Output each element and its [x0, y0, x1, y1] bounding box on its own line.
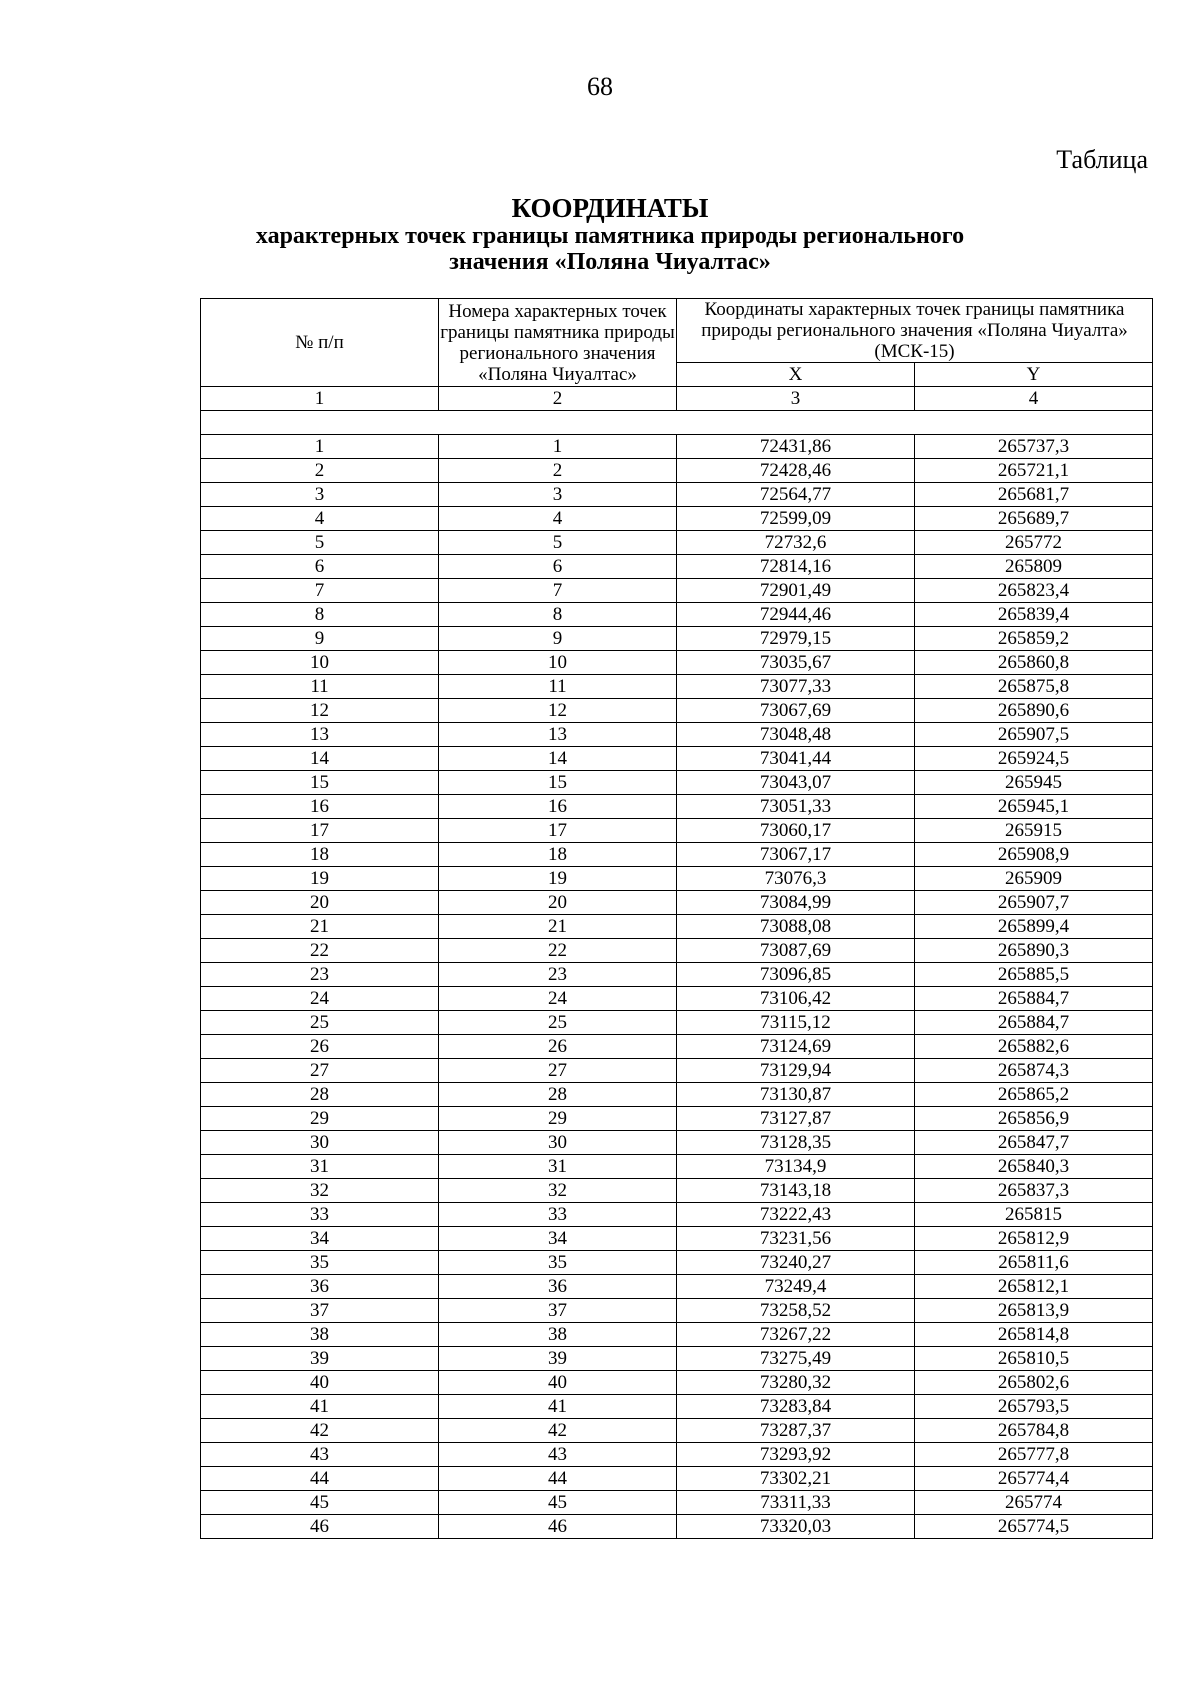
table-row [201, 1011, 1153, 1035]
point-num-cell: 30 [439, 1131, 677, 1155]
table-row [201, 603, 1153, 627]
point-num-cell: 38 [439, 1323, 677, 1347]
point-num-cell: 40 [439, 1371, 677, 1395]
point-num-cell: 18 [439, 843, 677, 867]
y-cell: 265907,5 [915, 723, 1153, 747]
y-cell: 265774,4 [915, 1467, 1153, 1491]
row-num-cell: 11 [201, 675, 439, 699]
point-num-cell: 1 [439, 435, 677, 459]
table-row [201, 1107, 1153, 1131]
y-cell: 265784,8 [915, 1419, 1153, 1443]
table-row [201, 1323, 1153, 1347]
y-cell: 265945 [915, 771, 1153, 795]
table-row [201, 1275, 1153, 1299]
y-cell: 265823,4 [915, 579, 1153, 603]
y-cell: 265909 [915, 867, 1153, 891]
point-num-cell: 35 [439, 1251, 677, 1275]
x-cell: 73048,48 [677, 723, 915, 747]
x-cell: 73267,22 [677, 1323, 915, 1347]
x-cell: 73067,17 [677, 843, 915, 867]
table-row [201, 1035, 1153, 1059]
x-cell: 72564,77 [677, 483, 915, 507]
y-cell: 265882,6 [915, 1035, 1153, 1059]
x-cell: 72901,49 [677, 579, 915, 603]
title-line-1: КООРДИНАТЫ [511, 193, 709, 223]
point-num-cell: 44 [439, 1467, 677, 1491]
row-num-cell: 29 [201, 1107, 439, 1131]
table-row [201, 747, 1153, 771]
y-cell: 265884,7 [915, 987, 1153, 1011]
y-cell: 265772 [915, 531, 1153, 555]
table-row [201, 651, 1153, 675]
y-cell: 265837,3 [915, 1179, 1153, 1203]
y-cell: 265774 [915, 1491, 1153, 1515]
x-cell: 72814,16 [677, 555, 915, 579]
table-row [201, 627, 1153, 651]
row-num-cell: 26 [201, 1035, 439, 1059]
table-row [201, 1491, 1153, 1515]
table-row [201, 579, 1153, 603]
row-num-cell: 22 [201, 939, 439, 963]
table-row [201, 1083, 1153, 1107]
x-cell: 73240,27 [677, 1251, 915, 1275]
row-num-cell: 20 [201, 891, 439, 915]
row-num-cell: 10 [201, 651, 439, 675]
row-num-cell: 30 [201, 1131, 439, 1155]
table-row [201, 1155, 1153, 1179]
row-num-cell: 8 [201, 603, 439, 627]
row-num-cell: 32 [201, 1179, 439, 1203]
y-cell: 265812,1 [915, 1275, 1153, 1299]
y-cell: 265721,1 [915, 459, 1153, 483]
row-num-cell: 38 [201, 1323, 439, 1347]
x-cell: 73129,94 [677, 1059, 915, 1083]
y-cell: 265856,9 [915, 1107, 1153, 1131]
x-cell: 72599,09 [677, 507, 915, 531]
x-cell: 73115,12 [677, 1011, 915, 1035]
col-number-3: 3 [677, 387, 915, 411]
table-row [201, 531, 1153, 555]
y-cell: 265915 [915, 819, 1153, 843]
y-cell: 265860,8 [915, 651, 1153, 675]
point-num-cell: 46 [439, 1515, 677, 1539]
row-num-cell: 25 [201, 1011, 439, 1035]
row-num-cell: 6 [201, 555, 439, 579]
table-row [201, 1419, 1153, 1443]
point-num-cell: 25 [439, 1011, 677, 1035]
table-body [201, 435, 1153, 1539]
point-num-cell: 4 [439, 507, 677, 531]
y-cell: 265689,7 [915, 507, 1153, 531]
row-num-cell: 21 [201, 915, 439, 939]
table-label: Таблица [1056, 145, 1148, 174]
y-cell: 265840,3 [915, 1155, 1153, 1179]
separator-row [201, 411, 1153, 435]
x-cell: 73130,87 [677, 1083, 915, 1107]
y-cell: 265810,5 [915, 1347, 1153, 1371]
row-num-cell: 9 [201, 627, 439, 651]
point-num-cell: 33 [439, 1203, 677, 1227]
y-cell: 265737,3 [915, 435, 1153, 459]
table-row [201, 1059, 1153, 1083]
point-num-cell: 32 [439, 1179, 677, 1203]
y-cell: 265875,8 [915, 675, 1153, 699]
table-row [201, 699, 1153, 723]
y-cell: 265681,7 [915, 483, 1153, 507]
row-num-cell: 4 [201, 507, 439, 531]
x-cell: 73088,08 [677, 915, 915, 939]
y-cell: 265908,9 [915, 843, 1153, 867]
table-row [201, 1395, 1153, 1419]
point-num-cell: 36 [439, 1275, 677, 1299]
table-row [201, 819, 1153, 843]
table-row [201, 675, 1153, 699]
point-num-cell: 8 [439, 603, 677, 627]
x-cell: 73222,43 [677, 1203, 915, 1227]
table-row [201, 771, 1153, 795]
y-cell: 265899,4 [915, 915, 1153, 939]
table-row [201, 555, 1153, 579]
point-num-cell: 3 [439, 483, 677, 507]
header-x: X [677, 363, 915, 387]
point-num-cell: 19 [439, 867, 677, 891]
table-row [201, 795, 1153, 819]
table-row [201, 867, 1153, 891]
row-num-cell: 13 [201, 723, 439, 747]
row-num-cell: 5 [201, 531, 439, 555]
y-cell: 265774,5 [915, 1515, 1153, 1539]
x-cell: 73258,52 [677, 1299, 915, 1323]
separator-cell [201, 411, 1153, 435]
row-num-cell: 16 [201, 795, 439, 819]
row-num-cell: 1 [201, 435, 439, 459]
point-num-cell: 26 [439, 1035, 677, 1059]
x-cell: 72944,46 [677, 603, 915, 627]
page-number: 68 [587, 72, 613, 101]
x-cell: 72979,15 [677, 627, 915, 651]
point-num-cell: 23 [439, 963, 677, 987]
x-cell: 73060,17 [677, 819, 915, 843]
title-line-2: характерных точек границы памятника природы регионального [255, 223, 965, 249]
x-cell: 73293,92 [677, 1443, 915, 1467]
table-row [201, 1347, 1153, 1371]
x-cell: 73143,18 [677, 1179, 915, 1203]
point-num-cell: 37 [439, 1299, 677, 1323]
row-num-cell: 12 [201, 699, 439, 723]
x-cell: 73283,84 [677, 1395, 915, 1419]
y-cell: 265890,6 [915, 699, 1153, 723]
coordinates-table [200, 298, 1153, 1539]
y-cell: 265802,6 [915, 1371, 1153, 1395]
x-cell: 73051,33 [677, 795, 915, 819]
x-cell: 73035,67 [677, 651, 915, 675]
x-cell: 73249,4 [677, 1275, 915, 1299]
x-cell: 73275,49 [677, 1347, 915, 1371]
point-num-cell: 14 [439, 747, 677, 771]
col-number-4: 4 [915, 387, 1153, 411]
table-row [201, 1203, 1153, 1227]
row-num-cell: 43 [201, 1443, 439, 1467]
point-num-cell: 43 [439, 1443, 677, 1467]
x-cell: 73302,21 [677, 1467, 915, 1491]
x-cell: 73096,85 [677, 963, 915, 987]
row-num-cell: 37 [201, 1299, 439, 1323]
x-cell: 73041,44 [677, 747, 915, 771]
col-number-2: 2 [439, 387, 677, 411]
point-num-cell: 20 [439, 891, 677, 915]
x-cell: 73127,87 [677, 1107, 915, 1131]
row-num-cell: 45 [201, 1491, 439, 1515]
x-cell: 73128,35 [677, 1131, 915, 1155]
y-cell: 265809 [915, 555, 1153, 579]
table-row [201, 435, 1153, 459]
header-coords: Координаты характерных точек границы памятника природы регионального значения «Поляна Чиуалта» (МСК-15) [677, 299, 1153, 363]
row-num-cell: 15 [201, 771, 439, 795]
y-cell: 265885,5 [915, 963, 1153, 987]
row-num-cell: 17 [201, 819, 439, 843]
point-num-cell: 27 [439, 1059, 677, 1083]
point-num-cell: 29 [439, 1107, 677, 1131]
point-num-cell: 7 [439, 579, 677, 603]
point-num-cell: 11 [439, 675, 677, 699]
table-row [201, 1179, 1153, 1203]
row-num-cell: 41 [201, 1395, 439, 1419]
table-row [201, 1227, 1153, 1251]
row-num-cell: 28 [201, 1083, 439, 1107]
y-cell: 265793,5 [915, 1395, 1153, 1419]
row-num-cell: 42 [201, 1419, 439, 1443]
table-row [201, 459, 1153, 483]
row-num-cell: 33 [201, 1203, 439, 1227]
point-num-cell: 28 [439, 1083, 677, 1107]
y-cell: 265839,4 [915, 603, 1153, 627]
document-title [180, 193, 1040, 275]
table-row [201, 843, 1153, 867]
x-cell: 73311,33 [677, 1491, 915, 1515]
point-num-cell: 31 [439, 1155, 677, 1179]
table-row [201, 1299, 1153, 1323]
x-cell: 73287,37 [677, 1419, 915, 1443]
table-row [201, 723, 1153, 747]
row-num-cell: 2 [201, 459, 439, 483]
y-cell: 265847,7 [915, 1131, 1153, 1155]
table-row [201, 1371, 1153, 1395]
row-num-cell: 24 [201, 987, 439, 1011]
point-num-cell: 42 [439, 1419, 677, 1443]
row-num-cell: 27 [201, 1059, 439, 1083]
row-num-cell: 14 [201, 747, 439, 771]
x-cell: 73043,07 [677, 771, 915, 795]
table-row [201, 1443, 1153, 1467]
row-num-cell: 44 [201, 1467, 439, 1491]
y-cell: 265890,3 [915, 939, 1153, 963]
table-row [201, 1467, 1153, 1491]
x-cell: 73106,42 [677, 987, 915, 1011]
header-y: Y [915, 363, 1153, 387]
y-cell: 265859,2 [915, 627, 1153, 651]
point-num-cell: 34 [439, 1227, 677, 1251]
point-num-cell: 12 [439, 699, 677, 723]
y-cell: 265924,5 [915, 747, 1153, 771]
y-cell: 265884,7 [915, 1011, 1153, 1035]
y-cell: 265811,6 [915, 1251, 1153, 1275]
x-cell: 72428,46 [677, 459, 915, 483]
point-num-cell: 41 [439, 1395, 677, 1419]
header-num: № п/п [201, 299, 439, 387]
point-num-cell: 13 [439, 723, 677, 747]
point-num-cell: 21 [439, 915, 677, 939]
x-cell: 73280,32 [677, 1371, 915, 1395]
x-cell: 73231,56 [677, 1227, 915, 1251]
y-cell: 265814,8 [915, 1323, 1153, 1347]
table-row [201, 1131, 1153, 1155]
x-cell: 72732,6 [677, 531, 915, 555]
row-num-cell: 23 [201, 963, 439, 987]
table-row [201, 963, 1153, 987]
header-points: Номера характерных точек границы памятника природы регионального значения «Поляна Чиуалтас» [440, 300, 675, 385]
row-num-cell: 40 [201, 1371, 439, 1395]
y-cell: 265812,9 [915, 1227, 1153, 1251]
y-cell: 265865,2 [915, 1083, 1153, 1107]
x-cell: 73077,33 [677, 675, 915, 699]
row-num-cell: 7 [201, 579, 439, 603]
point-num-cell: 24 [439, 987, 677, 1011]
point-num-cell: 45 [439, 1491, 677, 1515]
row-num-cell: 46 [201, 1515, 439, 1539]
y-cell: 265945,1 [915, 795, 1153, 819]
table-row [201, 1515, 1153, 1539]
table-row [201, 1251, 1153, 1275]
table-row [201, 891, 1153, 915]
point-num-cell: 6 [439, 555, 677, 579]
point-num-cell: 5 [439, 531, 677, 555]
y-cell: 265874,3 [915, 1059, 1153, 1083]
table-row [201, 987, 1153, 1011]
title-line-3: значения «Поляна Чиуалтас» [449, 249, 771, 275]
x-cell: 73124,69 [677, 1035, 915, 1059]
y-cell: 265815 [915, 1203, 1153, 1227]
point-num-cell: 22 [439, 939, 677, 963]
table-row [201, 939, 1153, 963]
y-cell: 265813,9 [915, 1299, 1153, 1323]
table-row [201, 507, 1153, 531]
point-num-cell: 17 [439, 819, 677, 843]
x-cell: 73084,99 [677, 891, 915, 915]
x-cell: 72431,86 [677, 435, 915, 459]
y-cell: 265907,7 [915, 891, 1153, 915]
row-num-cell: 19 [201, 867, 439, 891]
x-cell: 73076,3 [677, 867, 915, 891]
point-num-cell: 9 [439, 627, 677, 651]
row-num-cell: 31 [201, 1155, 439, 1179]
row-num-cell: 3 [201, 483, 439, 507]
point-num-cell: 10 [439, 651, 677, 675]
point-num-cell: 39 [439, 1347, 677, 1371]
table-row [201, 483, 1153, 507]
row-num-cell: 35 [201, 1251, 439, 1275]
point-num-cell: 15 [439, 771, 677, 795]
row-num-cell: 36 [201, 1275, 439, 1299]
row-num-cell: 39 [201, 1347, 439, 1371]
point-num-cell: 2 [439, 459, 677, 483]
x-cell: 73067,69 [677, 699, 915, 723]
row-num-cell: 18 [201, 843, 439, 867]
x-cell: 73134,9 [677, 1155, 915, 1179]
point-num-cell: 16 [439, 795, 677, 819]
table-row [201, 915, 1153, 939]
x-cell: 73320,03 [677, 1515, 915, 1539]
y-cell: 265777,8 [915, 1443, 1153, 1467]
col-number-1: 1 [201, 387, 439, 411]
x-cell: 73087,69 [677, 939, 915, 963]
row-num-cell: 34 [201, 1227, 439, 1251]
